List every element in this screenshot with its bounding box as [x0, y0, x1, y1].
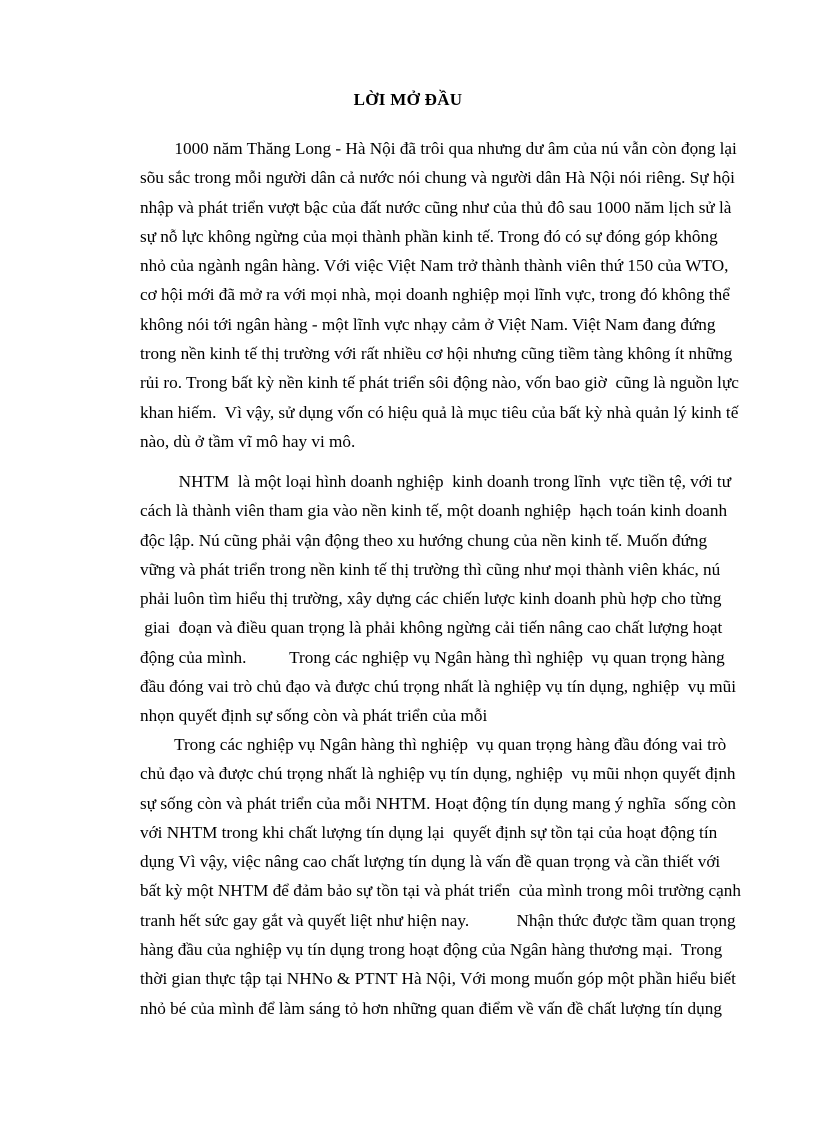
text-line: nhỏ bé của mình để làm sáng tỏ hơn những quan điểm về vấn đề chất lượng tín dụng [140, 998, 722, 1018]
page-title: LỜI MỞ ĐẦU [353, 90, 463, 109]
text-line: NHTM là một loại hình doanh nghiệp kinh doanh trong lĩnh vực tiền tệ, với tư [140, 472, 732, 491]
text-line: nhỏ của ngành ngân hàng. Với việc Việt Nam trở thành thành viên thứ 150 của WTO, [140, 256, 729, 276]
text-line: vững và phát triển trong nền kinh tế thị trường thì cũng như mọi thành viên khác, nú [140, 559, 721, 579]
text-line: dụng Vì vậy, việc nâng cao chất lượng tín dụng là vấn đề quan trọng và cần thiết với [140, 852, 721, 872]
text-line: trong nền kinh tế thị trường với rất nhiều cơ hội nhưng cũng tiềm tàng không ít những [140, 344, 733, 364]
paragraph-credit [140, 730, 760, 1023]
paragraph-nhtm [140, 467, 760, 731]
text-line: tranh hết sức gay gắt và quyết liệt như hiện nay. Nhận thức được tầm quan trọng [140, 910, 736, 930]
text-line: nào, dù ở tầm vĩ mô hay vi mô. [140, 431, 356, 451]
text-line: rủi ro. Trong bất kỳ nền kinh tế phát triển sôi động nào, vốn bao giờ cũng là nguồn lực [140, 373, 739, 393]
text-line: thời gian thực tập tại NHNo & PTNT Hà Nội, Với mong muốn góp một phần hiểu biết [140, 969, 736, 989]
text-line: với NHTM trong khi chất lượng tín dụng lại quyết định sự tồn tại của hoạt động tín [140, 822, 718, 842]
text-line: sự nỗ lực không ngừng của mọi thành phần kinh tế. Trong đó có sự đóng góp không [140, 226, 718, 246]
text-line: nhọn quyết định sự sống còn và phát triển của mỗi [140, 706, 488, 726]
text-line: Trong các nghiệp vụ Ngân hàng thì nghiệp vụ quan trọng hàng đầu đóng vai trò [140, 735, 727, 754]
text-line: đầu đóng vai trò chủ đạo và được chú trọng nhất là nghiệp vụ tín dụng, nghiệp vụ mũi [140, 677, 736, 697]
text-line: phải luôn tìm hiểu thị trường, xây dựng các chiến lược kinh doanh phù hợp cho từng [140, 589, 722, 609]
text-line: động của mình. Trong các nghiệp vụ Ngân hàng thì nghiệp vụ quan trọng hàng [140, 647, 725, 667]
text-line: không nói tới ngân hàng - một lĩnh vực nhạy cảm ở Việt Nam. Việt Nam đang đứng [140, 314, 716, 334]
text-line: cơ hội mới đã mở ra với mọi nhà, mọi doanh nghiệp mọi lĩnh vực, trong đó không thể [140, 285, 730, 305]
text-line: sõu sắc trong mỗi người dân cả nước nói chung và người dân Hà Nội nói riêng. Sự hội [140, 168, 735, 188]
text-line: khan hiếm. Vì vậy, sử dụng vốn có hiệu quả là mục tiêu của bất kỳ nhà quản lý kinh tế [140, 402, 739, 422]
text-line: hàng đầu của nghiệp vụ tín dụng trong hoạt động của Ngân hàng thương mại. Trong [140, 940, 723, 960]
text-line: giai đoạn và điều quan trọng là phải không ngừng cải tiến nâng cao chất lượng hoạt [140, 618, 723, 638]
text-line: chủ đạo và được chú trọng nhất là nghiệp vụ tín dụng, nghiệp vụ mũi nhọn quyết định [140, 764, 736, 784]
paragraph-intro [140, 134, 760, 456]
text-line: 1000 năm Thăng Long - Hà Nội đã trôi qua nhưng dư âm của nú vẫn còn đọng lại [140, 139, 737, 158]
text-line: cách là thành viên tham gia vào nền kinh tế, một doanh nghiệp hạch toán kinh doanh [140, 501, 728, 521]
text-line: nhập và phát triển vượt bậc của đất nước cũng như của thủ đô sau 1000 năm lịch sử là [140, 197, 732, 217]
text-line: bất kỳ một NHTM để đảm bảo sự tồn tại và phát triển của mình trong môi trường cạnh [140, 881, 741, 901]
text-line: độc lập. Nú cũng phải vận động theo xu hướng chung của nền kinh tế. Muốn đứng [140, 530, 708, 550]
text-line: sự sống còn và phát triển của mỗi NHTM. Hoạt động tín dụng mang ý nghĩa sống còn [140, 793, 736, 813]
